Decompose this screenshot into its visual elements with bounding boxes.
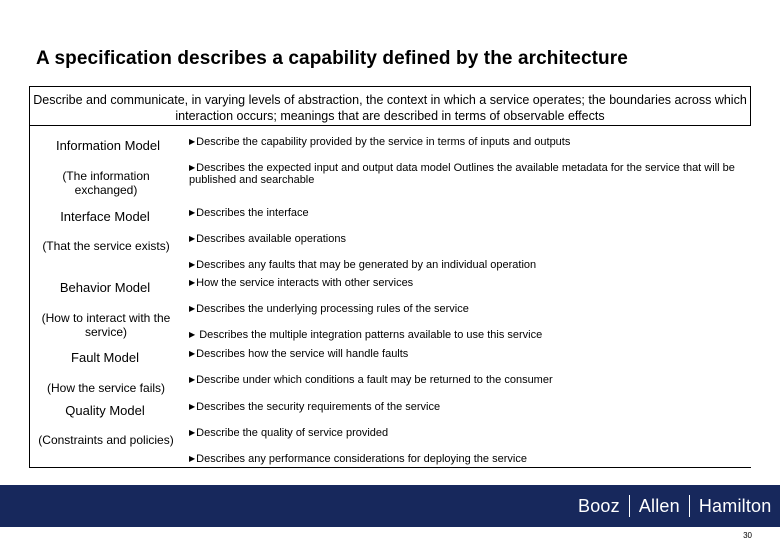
bullet-item: ▶Describes available operations (189, 233, 346, 245)
logo-word-hamilton: Hamilton (698, 495, 772, 516)
arrow-icon: ▶ (189, 260, 196, 269)
behavior-model-label: Behavior Model (59, 280, 151, 295)
table-bottom-border (29, 467, 751, 468)
arrow-icon: ▶ (189, 163, 196, 172)
information-model-label: Information Model (55, 138, 161, 153)
bullet-item: ▶Describes the interface (189, 207, 309, 219)
bullet-item: ▶Describes how the service will handle faults (189, 348, 409, 360)
arrow-icon: ▶ (189, 137, 196, 146)
bullet-item: ▶Describe the capability provided by the service in terms of inputs and outputs (189, 136, 571, 148)
fault-model-desc: (How the service fails) (46, 381, 166, 395)
arrow-icon: ▶ (189, 208, 196, 217)
bullet-item: ▶How the service interacts with other services (189, 277, 414, 289)
intro-box: Describe and communicate, in varying levels of abstraction, the context in which a service operates; the boundaries across which interaction occurs; meanings that are described in terms of observable effects (29, 86, 751, 126)
arrow-icon: ▶ (189, 375, 196, 384)
bullet-item: ▶Describes any performance considerations for deploying the service (189, 453, 527, 465)
bullet-item: ▶Describes any faults that may be generated by an individual operation (189, 259, 537, 271)
interface-model-desc: (That the service exists) (42, 239, 170, 253)
logo-divider (629, 495, 630, 517)
quality-model-desc: (Constraints and policies) (38, 433, 174, 447)
bullet-item: ▶Describes the expected input and output data model Outlines the available metadata for the service that will be published and searchable (189, 162, 735, 186)
bullet-item: ▶Describe the quality of service provided (189, 427, 389, 439)
bullet-item: ▶ Describes the multiple integration patterns available to use this service (189, 329, 543, 341)
table-left-border (29, 125, 30, 468)
arrow-icon: ▶ (189, 402, 196, 411)
bullet-item: ▶Describe under which conditions a fault may be returned to the consumer (189, 374, 553, 386)
fault-model-label: Fault Model (71, 350, 139, 365)
behavior-model-desc: (How to interact with the service) (41, 311, 171, 339)
logo-divider (689, 495, 690, 517)
arrow-icon: ▶ (189, 428, 196, 437)
arrow-icon: ▶ (189, 454, 196, 463)
arrow-icon: ▶ (189, 278, 196, 287)
quality-model-label: Quality Model (65, 403, 145, 418)
page-number: 30 (743, 531, 752, 540)
information-model-desc: (The information exchanged) (62, 169, 150, 197)
bullet-item: ▶Describes the underlying processing rules of the service (189, 303, 469, 315)
company-logo (578, 495, 771, 517)
logo-word-booz: Booz (578, 495, 620, 516)
interface-model-label: Interface Model (60, 209, 150, 224)
slide-title: A specification describes a capability defined by the architecture (36, 48, 628, 69)
arrow-icon: ▶ (189, 330, 196, 339)
logo-word-allen: Allen (638, 495, 680, 516)
bullet-item: ▶Describes the security requirements of the service (189, 401, 441, 413)
arrow-icon: ▶ (189, 349, 196, 358)
arrow-icon: ▶ (189, 304, 196, 313)
arrow-icon: ▶ (189, 234, 196, 243)
